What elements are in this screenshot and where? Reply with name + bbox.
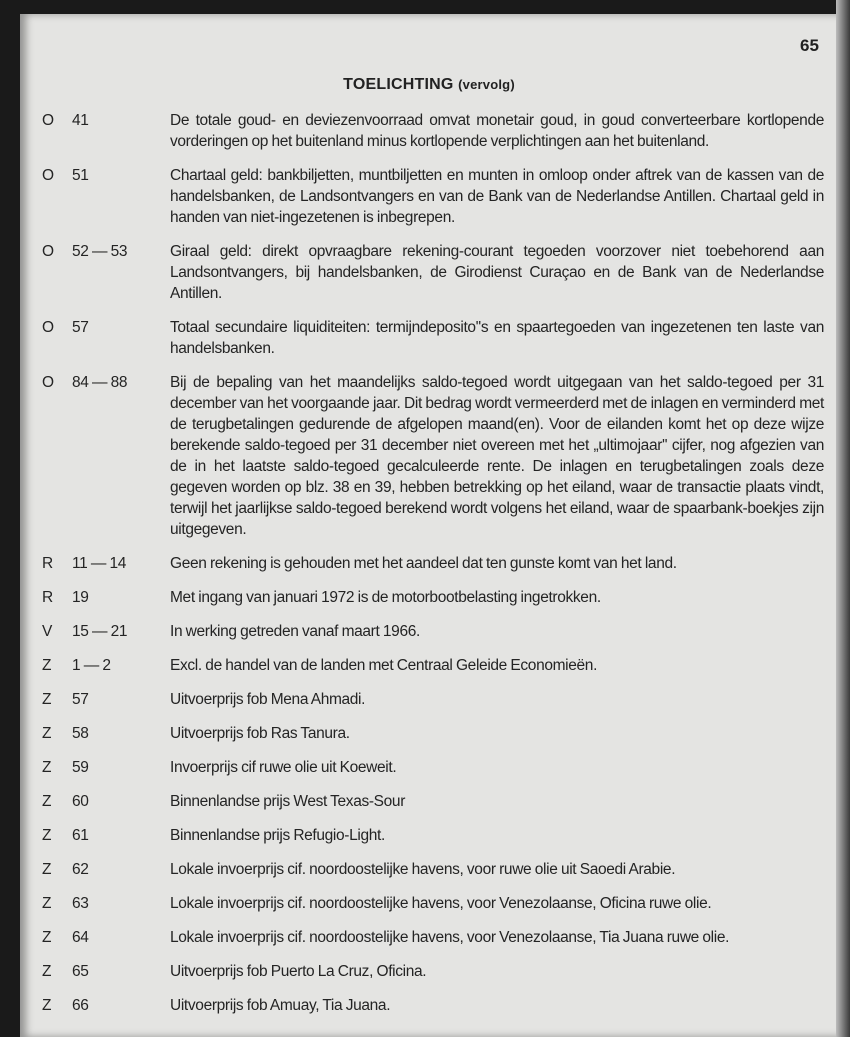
note-entry	[42, 961, 824, 982]
note-text: Totaal secundaire liquiditeiten: termijndeposito''s en spaartegoeden van ingezetenen ten laste van handelsbanken.	[170, 319, 824, 357]
note-table-code: Z	[42, 929, 52, 946]
title-sub: (vervolg)	[458, 77, 515, 92]
note-entry	[42, 859, 824, 880]
note-row-ref: 11 — 14	[72, 555, 126, 572]
note-entry	[42, 995, 824, 1016]
note-text: Invoerprijs cif ruwe olie uit Koeweit.	[170, 759, 397, 776]
note-table-code: Z	[42, 827, 52, 844]
note-text: De totale goud- en deviezenvoorraad omvat monetair goud, in goud converteerbare kortlopende vorderingen op het buitenland minus kortlopende verplichtingen aan het buitenland.	[170, 112, 824, 150]
note-entry	[42, 372, 824, 540]
note-text: In werking getreden vanaf maart 1966.	[170, 623, 420, 640]
note-table-code: O	[42, 112, 54, 129]
note-row-ref: 57	[72, 691, 89, 708]
note-table-code: Z	[42, 657, 52, 674]
note-table-code: Z	[42, 861, 52, 878]
note-row-ref: 64	[72, 929, 89, 946]
note-table-code: Z	[42, 895, 52, 912]
note-table-code: Z	[42, 963, 52, 980]
note-text: Lokale invoerprijs cif. noordoostelijke havens, voor Venezolaanse, Tia Juana ruwe olie.	[170, 929, 730, 946]
note-text: Excl. de handel van de landen met Centraal Geleide Economieën.	[170, 657, 598, 674]
note-table-code: Z	[42, 997, 52, 1014]
note-entry	[42, 317, 824, 359]
note-row-ref: 51	[72, 167, 89, 184]
note-text: Uitvoerprijs fob Mena Ahmadi.	[170, 691, 366, 708]
note-text: Chartaal geld: bankbiljetten, muntbiljetten en munten in omloop onder aftrek van de kassen van de handelsbanken, de Landsontvangers en van de Bank van de Nederlandse Antillen. Chartaal geld in handen van niet-ingezetenen is inbegrepen.	[170, 167, 824, 226]
note-table-code: Z	[42, 691, 52, 708]
note-text: Uitvoerprijs fob Amuay, Tia Juana.	[170, 997, 391, 1014]
note-text: Lokale invoerprijs cif. noordoostelijke havens, voor Venezolaanse, Oficina ruwe olie.	[170, 895, 712, 912]
note-table-code: O	[42, 374, 54, 391]
note-text: Geen rekening is gehouden met het aandeel dat ten gunste komt van het land.	[170, 555, 677, 572]
note-table-code: O	[42, 243, 54, 260]
note-table-code: V	[42, 623, 52, 640]
note-table-code: O	[42, 167, 54, 184]
note-text: Binnenlandse prijs Refugio-Light.	[170, 827, 385, 844]
note-row-ref: 52 — 53	[72, 243, 128, 260]
note-entry	[42, 241, 824, 304]
note-entry	[42, 587, 824, 608]
note-table-code: O	[42, 319, 54, 336]
note-text: Binnenlandse prijs West Texas-Sour	[170, 793, 406, 810]
document-page	[20, 14, 838, 1037]
note-entry	[42, 791, 824, 812]
note-entry	[42, 927, 824, 948]
note-table-code: Z	[42, 759, 52, 776]
note-row-ref: 58	[72, 725, 89, 742]
note-row-ref: 66	[72, 997, 89, 1014]
note-entry	[42, 553, 824, 574]
title-main: TOELICHTING	[343, 76, 454, 93]
note-text: Lokale invoerprijs cif. noordoostelijke havens, voor ruwe olie uit Saoedi Arabie.	[170, 861, 676, 878]
page-number: 65	[800, 36, 819, 55]
note-row-ref: 59	[72, 759, 89, 776]
note-row-ref: 19	[72, 589, 89, 606]
note-entry	[42, 825, 824, 846]
note-entry	[42, 655, 824, 676]
note-text: Uitvoerprijs fob Puerto La Cruz, Oficina.	[170, 963, 427, 980]
note-entry	[42, 723, 824, 744]
note-entry	[42, 621, 824, 642]
page-title	[20, 76, 838, 94]
note-table-code: R	[42, 555, 53, 572]
note-row-ref: 61	[72, 827, 89, 844]
note-entry	[42, 165, 824, 228]
note-text: Giraal geld: direkt opvraagbare rekening-courant tegoeden voorzover niet toebehorend aan Landsontvangers, bij handelsbanken, de Girodienst Curaçao en de Bank van de Nederlandse Antillen.	[170, 243, 824, 302]
note-entry	[42, 689, 824, 710]
note-table-code: R	[42, 589, 53, 606]
note-entry	[42, 757, 824, 778]
page-edge-shadow	[836, 0, 850, 1037]
note-table-code: Z	[42, 793, 52, 810]
note-entry	[42, 893, 824, 914]
note-row-ref: 84 — 88	[72, 374, 128, 391]
note-table-code: Z	[42, 725, 52, 742]
note-row-ref: 63	[72, 895, 89, 912]
note-row-ref: 60	[72, 793, 89, 810]
note-text: Bij de bepaling van het maandelijks saldo-tegoed wordt uitgegaan van het saldo-tegoed per 31 december van het voorgaande jaar. Dit bedrag wordt vermeerderd met de inlagen en verminderd met de terugbetalingen gedurende de afgelopen maand(en). Voor de eilanden komt het op deze wijze berekende saldo-tegoed per 31 december niet overeen met het „ultimojaar'' cijfer, nog afgezien van de in het laatste saldo-tegoed gecalculeerde rente. De inlagen en terugbetalingen zoals deze gegeven worden op blz. 38 en 39, hebben betrekking op het eiland, waar de transactie plaats vindt, terwijl het jaarlijkse saldo-tegoed berekend wordt volgens het eiland, waar de spaarbank-boekjes zijn uitgegeven.	[170, 374, 824, 538]
note-row-ref: 41	[72, 112, 89, 129]
note-row-ref: 57	[72, 319, 89, 336]
note-row-ref: 1 — 2	[72, 657, 111, 674]
note-text: Met ingang van januari 1972 is de motorbootbelasting ingetrokken.	[170, 589, 601, 606]
note-row-ref: 15 — 21	[72, 623, 128, 640]
note-row-ref: 62	[72, 861, 89, 878]
note-entry	[42, 110, 824, 152]
note-text: Uitvoerprijs fob Ras Tanura.	[170, 725, 350, 742]
notes-list	[42, 110, 824, 1029]
note-row-ref: 65	[72, 963, 89, 980]
